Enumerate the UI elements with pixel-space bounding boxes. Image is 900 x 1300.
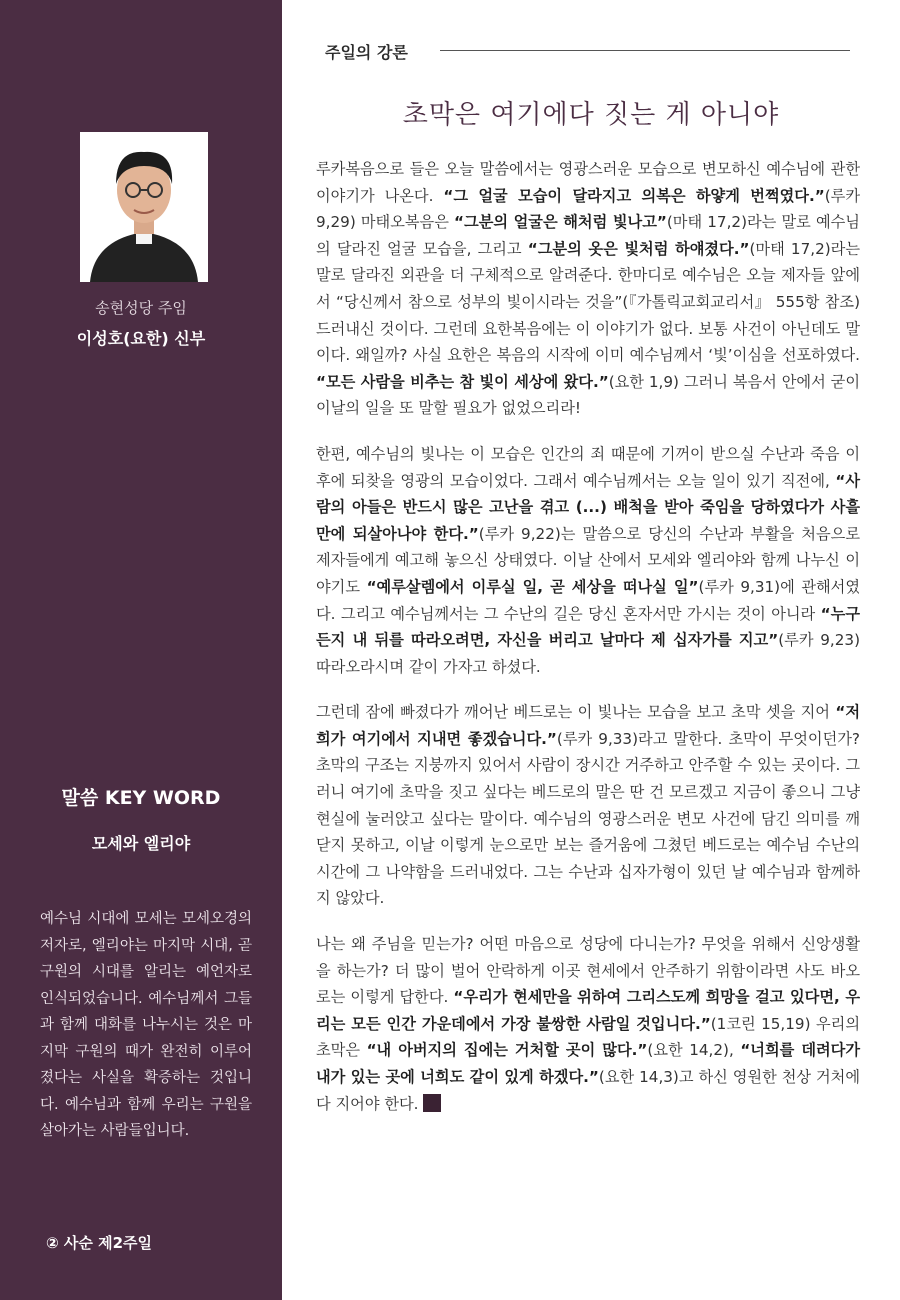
sidebar	[0, 0, 282, 1300]
article-body	[316, 156, 860, 1136]
author-role: 송현성당 주임	[95, 299, 187, 317]
priest-portrait-icon	[80, 132, 208, 282]
paragraph-1: 루카복음으로 들은 오늘 말씀에서는 영광스러운 모습으로 변모하신 예수님에 관한 이야기가 나온다. “그 얼굴 모습이 달라지고 의복은 하얗게 번쩍였다.”(루카 9,29) 마태오복음은 “그분의 얼굴은 해처럼 빛나고”(마태 17,2)라는 말로 예수님의 달라진 얼굴 모습을, 그리고 “그분의 옷은 빛처럼 하얘졌다.”(마태 17,2)라는 말로 달라진 외관을 더 구체적으로 알려준다. 한마디로 예수님은 오늘 제자들 앞에서 “당신께서 참으로 성부의 빛이시라는 것을”(『가톨릭교회교리서』 555항 참조) 드러내신 것이다. 그런데 요한복음에는 이 이야기가 없다. 보통 사건이 아닌데도 말이다. 왜일까? 사실 요한은 복음의 시작에 이미 예수님께서 ‘빛’이심을 선포하였다. “모든 사람을 비추는 참 빛이 세상에 왔다.”(요한 1,9) 그러니 복음서 안에서 굳이 이날의 일을 또 말할 필요가 없었으리라!	[316, 160, 860, 418]
author-photo	[80, 132, 208, 282]
keyword-heading: 말씀 KEY WORD	[61, 787, 221, 809]
paragraph-3: 그런데 잠에 빠졌다가 깨어난 베드로는 이 빛나는 모습을 보고 초막 셋을 지어 “저희가 여기에서 지내면 좋겠습니다.”(루카 9,33)라고 말한다. 초막이 무엇이던가? 초막의 구조는 지붕까지 있어서 사람이 장시간 거주하고 안주할 수 있는 곳이다. 그러니 여기에 초막을 짓고 싶다는 베드로의 말은 딴 건 모르겠고 지금이 좋으니 그냥 현실에 눌러앉고 싶다는 말이다. 예수님의 영광스러운 변모 사건에 담긴 의미를 깨닫지 못하고, 이날 이렇게 눈으로만 보는 즐거움에 그쳤던 베드로는 예수님 수난의 시간에 그 나약함을 드러내었다. 그는 수난과 십자가형이 있던 날 예수님과 함께하지 않았다.	[316, 703, 860, 908]
article-title: 초막은 여기에다 짓는 게 아니야	[402, 100, 780, 130]
end-mark-icon	[423, 1094, 441, 1112]
paragraph-2: 한편, 예수님의 빛나는 이 모습은 인간의 죄 때문에 기꺼이 받으실 수난과 죽음 이후에 되찾을 영광의 모습이었다. 그래서 예수님께서는 오늘 일이 있기 직전에, “사람의 아들은 반드시 많은 고난을 겪고 (...) 배척을 받아 죽임을 당하였다가 사흘 만에 되살아나야 한다.”(루카 9,22)는 말씀으로 당신의 수난과 부활을 처음으로 제자들에게 예고해 놓으신 상태였다. 이날 산에서 모세와 엘리야와 함께 나누신 이야기도 “예루살렘에서 이루실 일, 곧 세상을 떠나실 일”(루카 9,31)에 관해서였다. 그리고 예수님께서는 그 수난의 길은 당신 혼자서만 가시는 것이 아니라 “누구든지 내 뒤를 따라오려면, 자신을 버리고 날마다 제 십자가를 지고”(루카 9,23) 따라오라시며 같이 가자고 하셨다.	[316, 444, 860, 676]
liturgical-week: ② 사순 제2주일	[46, 1234, 153, 1252]
section-label: 주일의 강론	[325, 43, 408, 62]
paragraph-4: 나는 왜 주님을 믿는가? 어떤 마음으로 성당에 다니는가? 무엇을 위해서 신앙생활을 하는가? 더 많이 벌어 안락하게 이곳 현세에서 안주하기 위함이라면 사도 바오로는 이렇게 답한다. “우리가 현세만을 위하여 그리스도께 희망을 걸고 있다면, 우리는 모든 인간 가운데에서 가장 불쌍한 사람일 것입니다.”(1코린 15,19) 우리의 초막은 “내 아버지의 집에는 거처할 곳이 많다.”(요한 14,2), “너희를 데려다가 내가 있는 곳에 너희도 같이 있게 하겠다.”(요한 14,3)고 하신 영원한 천상 거처에다 지어야 한다.	[316, 935, 861, 1113]
section-divider	[440, 50, 850, 51]
keyword-description: 예수님 시대에 모세는 모세오경의 저자로, 엘리야는 마지막 시대, 곧 구원의 시대를 알리는 예언자로 인식되었습니다. 예수님께서 그들과 함께 대화를 나누시는 것은 마지막 구원의 때가 완전히 이루어졌다는 사실을 확증하는 것입니다. 예수님과 함께 우리는 구원을 살아가는 사람들입니다.	[40, 911, 252, 1139]
keyword-term: 모세와 엘리야	[91, 834, 191, 853]
author-name: 이성호(요한) 신부	[76, 329, 206, 348]
